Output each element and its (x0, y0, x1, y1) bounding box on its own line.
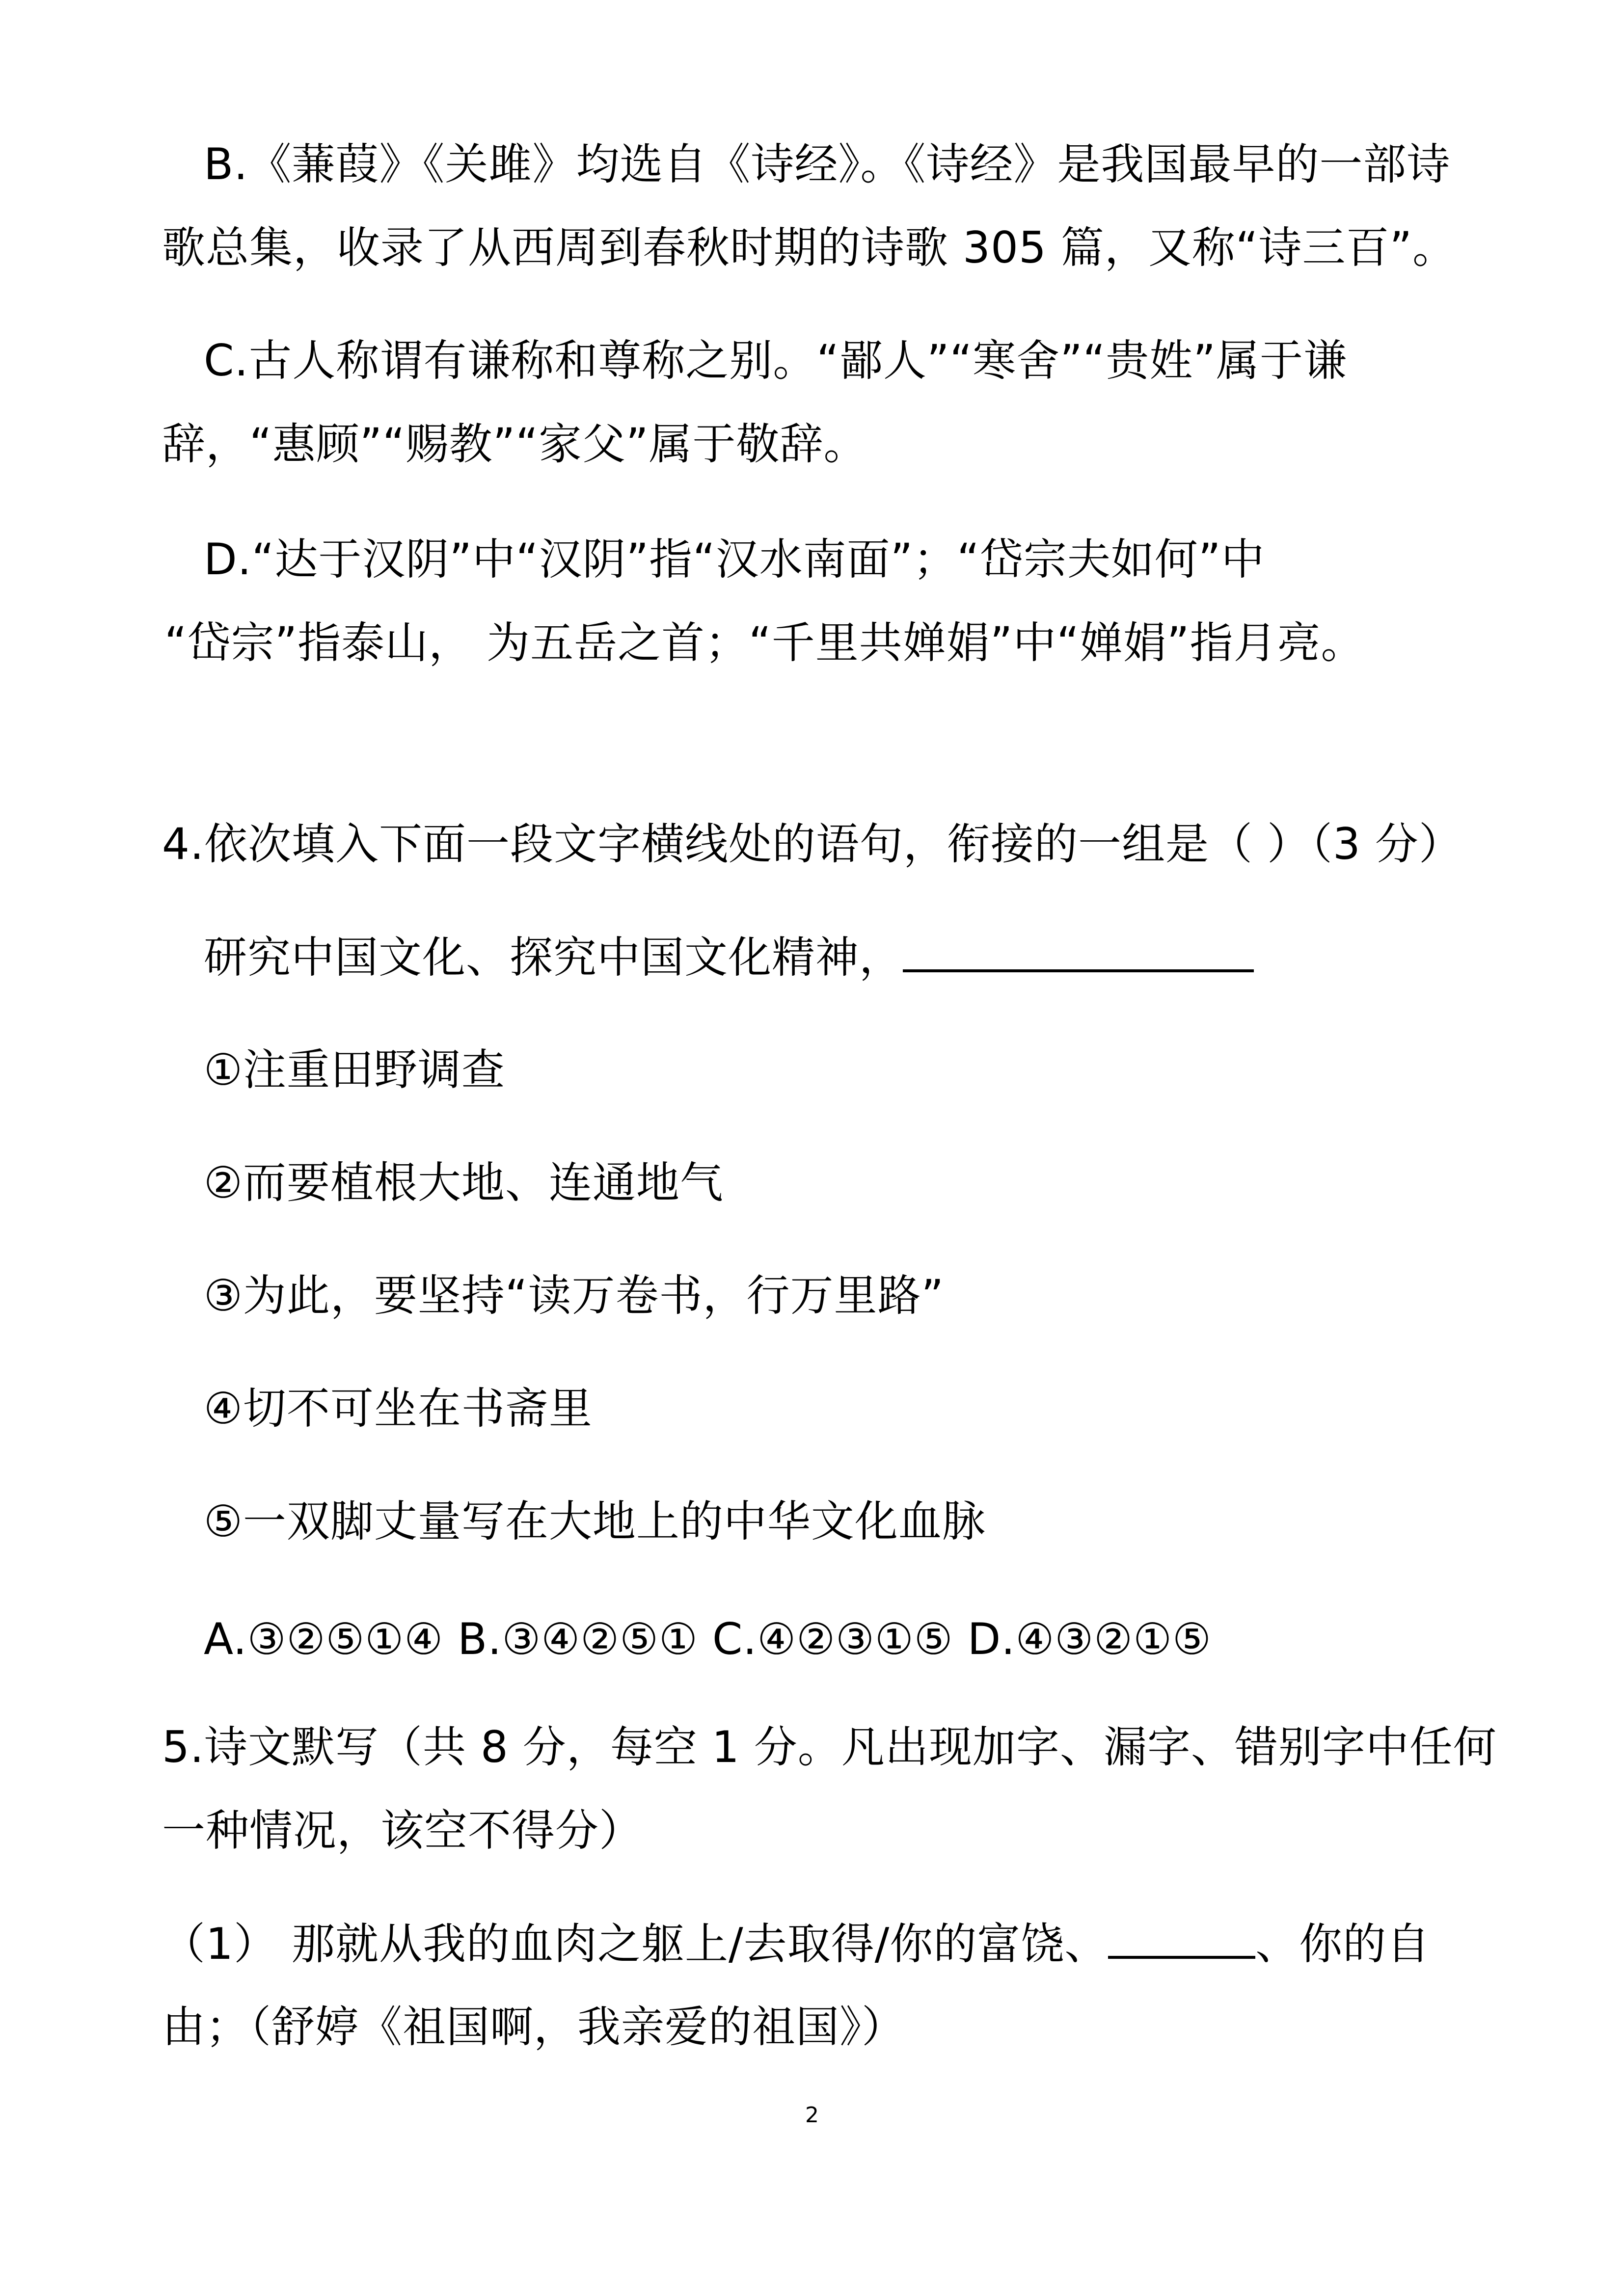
q3-option-c-line2: 辞，“惠顾”“赐教”“家父”属于敬辞。 (162, 419, 867, 469)
q5-stem-line1: 5.诗文默写（共 8 分，每空 1 分。凡出现加字、漏字、错别字中任何 (162, 1722, 1497, 1772)
q4-passage: 研究中国文化、探究中国文化精神， (204, 932, 903, 983)
q4-choices: A.③②⑤①④ B.③④②⑤① C.④②③①⑤ D.④③②①⑤ (204, 1614, 1212, 1664)
q4-answer-blank (903, 930, 1254, 972)
q5-stem-line2: 一种情况，该空不得分） (162, 1805, 643, 1856)
q5-sub1-line1 (162, 1917, 1430, 1971)
q4-stem: 4.依次填入下面一段文字横线处的语句，衔接的一组是（ ）（3 分） (162, 819, 1462, 869)
q4-item-5: ⑤一双脚丈量写在大地上的中华文化血脉 (204, 1496, 986, 1547)
q3-option-d-line2: “岱宗”指泰山， 为五岳之首；“千里共婵娟”中“婵娟”指月亮。 (164, 617, 1365, 668)
q4-item-2: ②而要植根大地、连通地气 (204, 1157, 724, 1208)
q5-sub1-text-after: 、你的自 (1255, 1919, 1431, 1969)
q4-passage-line (204, 930, 1254, 985)
q4-item-1: ①注重田野调查 (204, 1044, 505, 1095)
q3-option-c-line1: C.古人称谓有谦称和尊称之别。“鄙人”“寒舍”“贵姓”属于谦 (204, 335, 1347, 386)
page-number: 2 (805, 2103, 819, 2128)
q3-option-b-line1: B.《蒹葭》《关雎》均选自《诗经》。《诗经》是我国最早的一部诗 (204, 139, 1451, 189)
q4-item-3: ③为此，要坚持“读万卷书，行万里路” (204, 1270, 945, 1321)
q3-option-d-line1: D.“达于汉阴”中“汉阴”指“汉水南面”；“岱宗夫如何”中 (204, 534, 1265, 585)
q4-item-4: ④切不可坐在书斋里 (204, 1383, 593, 1434)
q5-sub1-blank (1108, 1917, 1255, 1959)
q5-sub1-text-before: （1） 那就从我的血肉之躯上/去取得/你的富饶、 (162, 1919, 1109, 1969)
q5-sub1-line2: 由；（舒婷《祖国啊，我亲爱的祖国》） (162, 2002, 906, 2052)
q3-option-b-line2: 歌总集，收录了从西周到春秋时期的诗歌 305 篇，又称“诗三百”。 (162, 222, 1457, 273)
